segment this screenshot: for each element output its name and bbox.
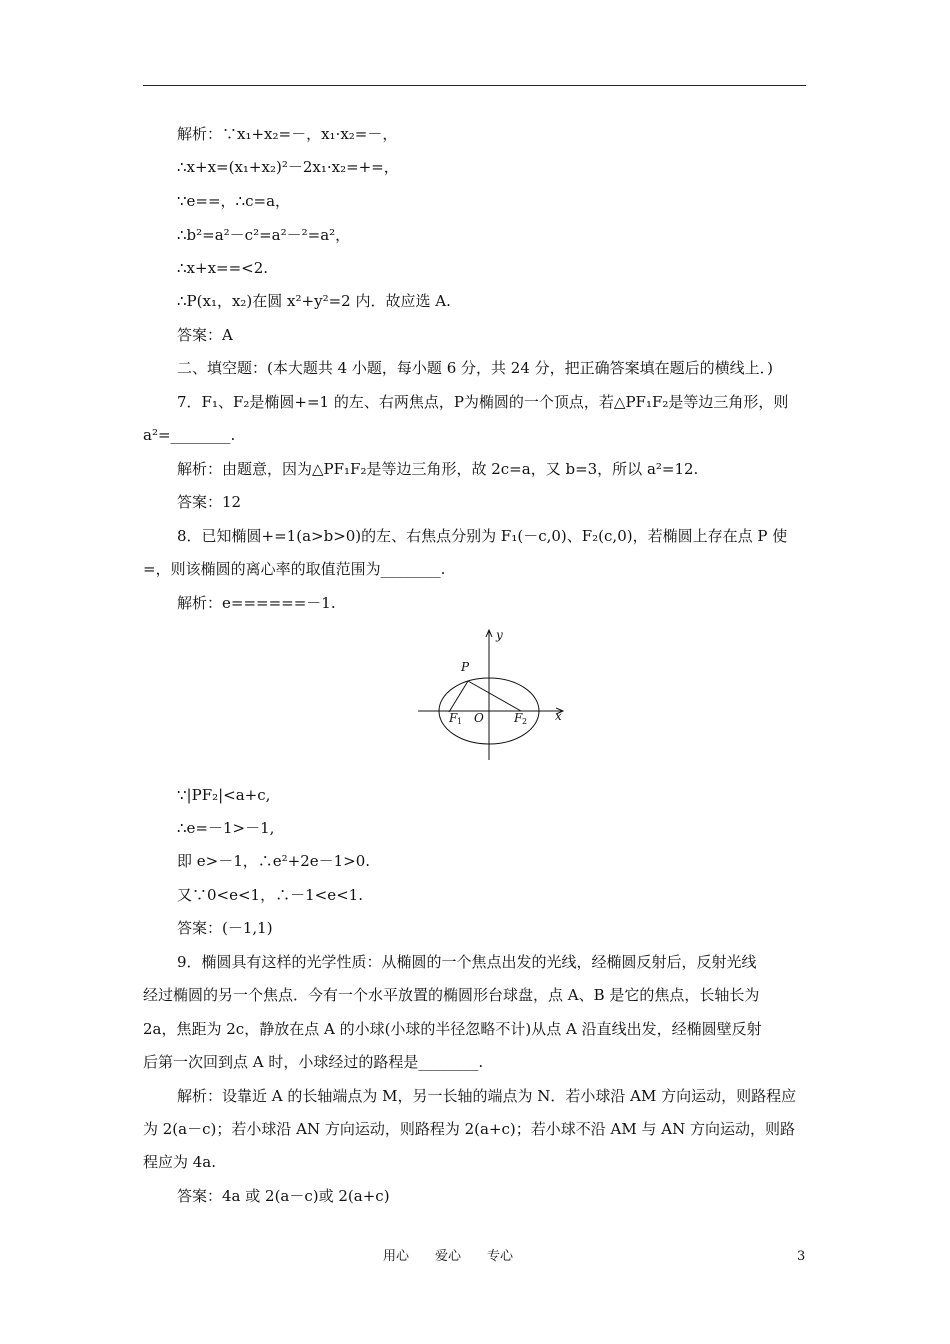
question-9: 9．椭圆具有这样的光学性质：从椭圆的一个焦点出发的光线，经椭圆反射后，反射光线 (177, 953, 757, 971)
header-rule (143, 85, 806, 86)
answer-line: 答案：A (177, 326, 233, 344)
question-8-cont: =，则该椭圆的离心率的取值范围为________. (143, 560, 446, 578)
text-line: ∴x+x==<2. (177, 259, 269, 277)
text-line: ∴P(x₁，x₂)在圆 x²+y²=2 内．故应选 A. (177, 292, 451, 310)
text-line: 解析：e======－1. (177, 594, 336, 612)
label-F2: F (514, 711, 523, 725)
segment-PF2 (468, 681, 521, 711)
question-8: 8．已知椭圆+=1(a>b>0)的左、右焦点分别为 F₁(－c,0)、F₂(c,0)，若椭圆上存在点 P 使 (177, 527, 788, 545)
section-heading: 二、填空题：(本大题共 4 小题，每小题 6 分，共 24 分，把正确答案填在题后的横线上．) (177, 359, 773, 377)
answer-line: 答案：4a 或 2(a－c)或 2(a+c) (177, 1187, 390, 1205)
label-P: P (461, 660, 470, 674)
text-line: ∴x+x=(x₁+x₂)²－2x₁·x₂=+=， (177, 158, 399, 176)
text-line-cont: 为 2(a－c)；若小球沿 AN 方向运动，则路程为 2(a+c)；若小球不沿 AM 与 AN 方向运动，则路 (143, 1120, 796, 1138)
text-line: ∴b²=a²－c²=a²－²=a²， (177, 226, 351, 244)
question-9-cont: 后第一次回到点 A 时，小球经过的路程是________. (143, 1053, 484, 1071)
question-9-cont: 经过椭圆的另一个焦点．今有一个水平放置的椭圆形台球盘，点 A、B 是它的焦点，长轴长为 (143, 986, 760, 1004)
question-7-cont: a²=________. (143, 426, 236, 444)
label-F2-sub: 2 (522, 717, 528, 726)
label-x: x (555, 709, 562, 723)
text-line: ∵|PF₂|<a+c, (177, 786, 271, 804)
text-line: 解析：∵x₁+x₂=－，x₁·x₂=－， (177, 125, 398, 143)
label-F1: F (449, 711, 458, 725)
question-9-cont: 2a，焦距为 2c，静放在点 A 的小球(小球的半径忽略不计)从点 A 沿直线出发，经椭圆壁反射 (143, 1020, 762, 1038)
segment-PF1 (449, 681, 468, 712)
text-line: ∵e==，∴c=a， (177, 192, 291, 210)
label-y: y (496, 628, 503, 642)
text-line: 解析：由题意，因为△PF₁F₂是等边三角形，故 2c=a，又 b=3，所以 a²=12. (177, 460, 699, 478)
text-line-cont: 程应为 4a. (143, 1153, 217, 1171)
answer-line: 答案：12 (177, 493, 242, 511)
text-line: ∴e=－1>－1, (177, 819, 275, 837)
question-7: 7．F₁、F₂是椭圆+=1 的左、右两焦点，P为椭圆的一个顶点，若△PF₁F₂是等边三角形，则 (177, 393, 789, 411)
page-number: 3 (797, 1249, 806, 1264)
label-F1-sub: 1 (457, 717, 463, 726)
answer-line: 答案：(－1,1) (177, 919, 273, 937)
text-line: 即 e>－1，∴e²+2e－1>0. (177, 852, 371, 870)
footer-text: 用心 爱心 专心 (383, 1249, 514, 1264)
label-O: O (474, 711, 484, 725)
text-line: 又∵0<e<1，∴－1<e<1. (177, 886, 363, 904)
text-line: 解析：设靠近 A 的长轴端点为 M，另一长轴的端点为 N．若小球沿 AM 方向运动，则路程应 (177, 1087, 797, 1105)
ellipse-figure (418, 625, 568, 765)
